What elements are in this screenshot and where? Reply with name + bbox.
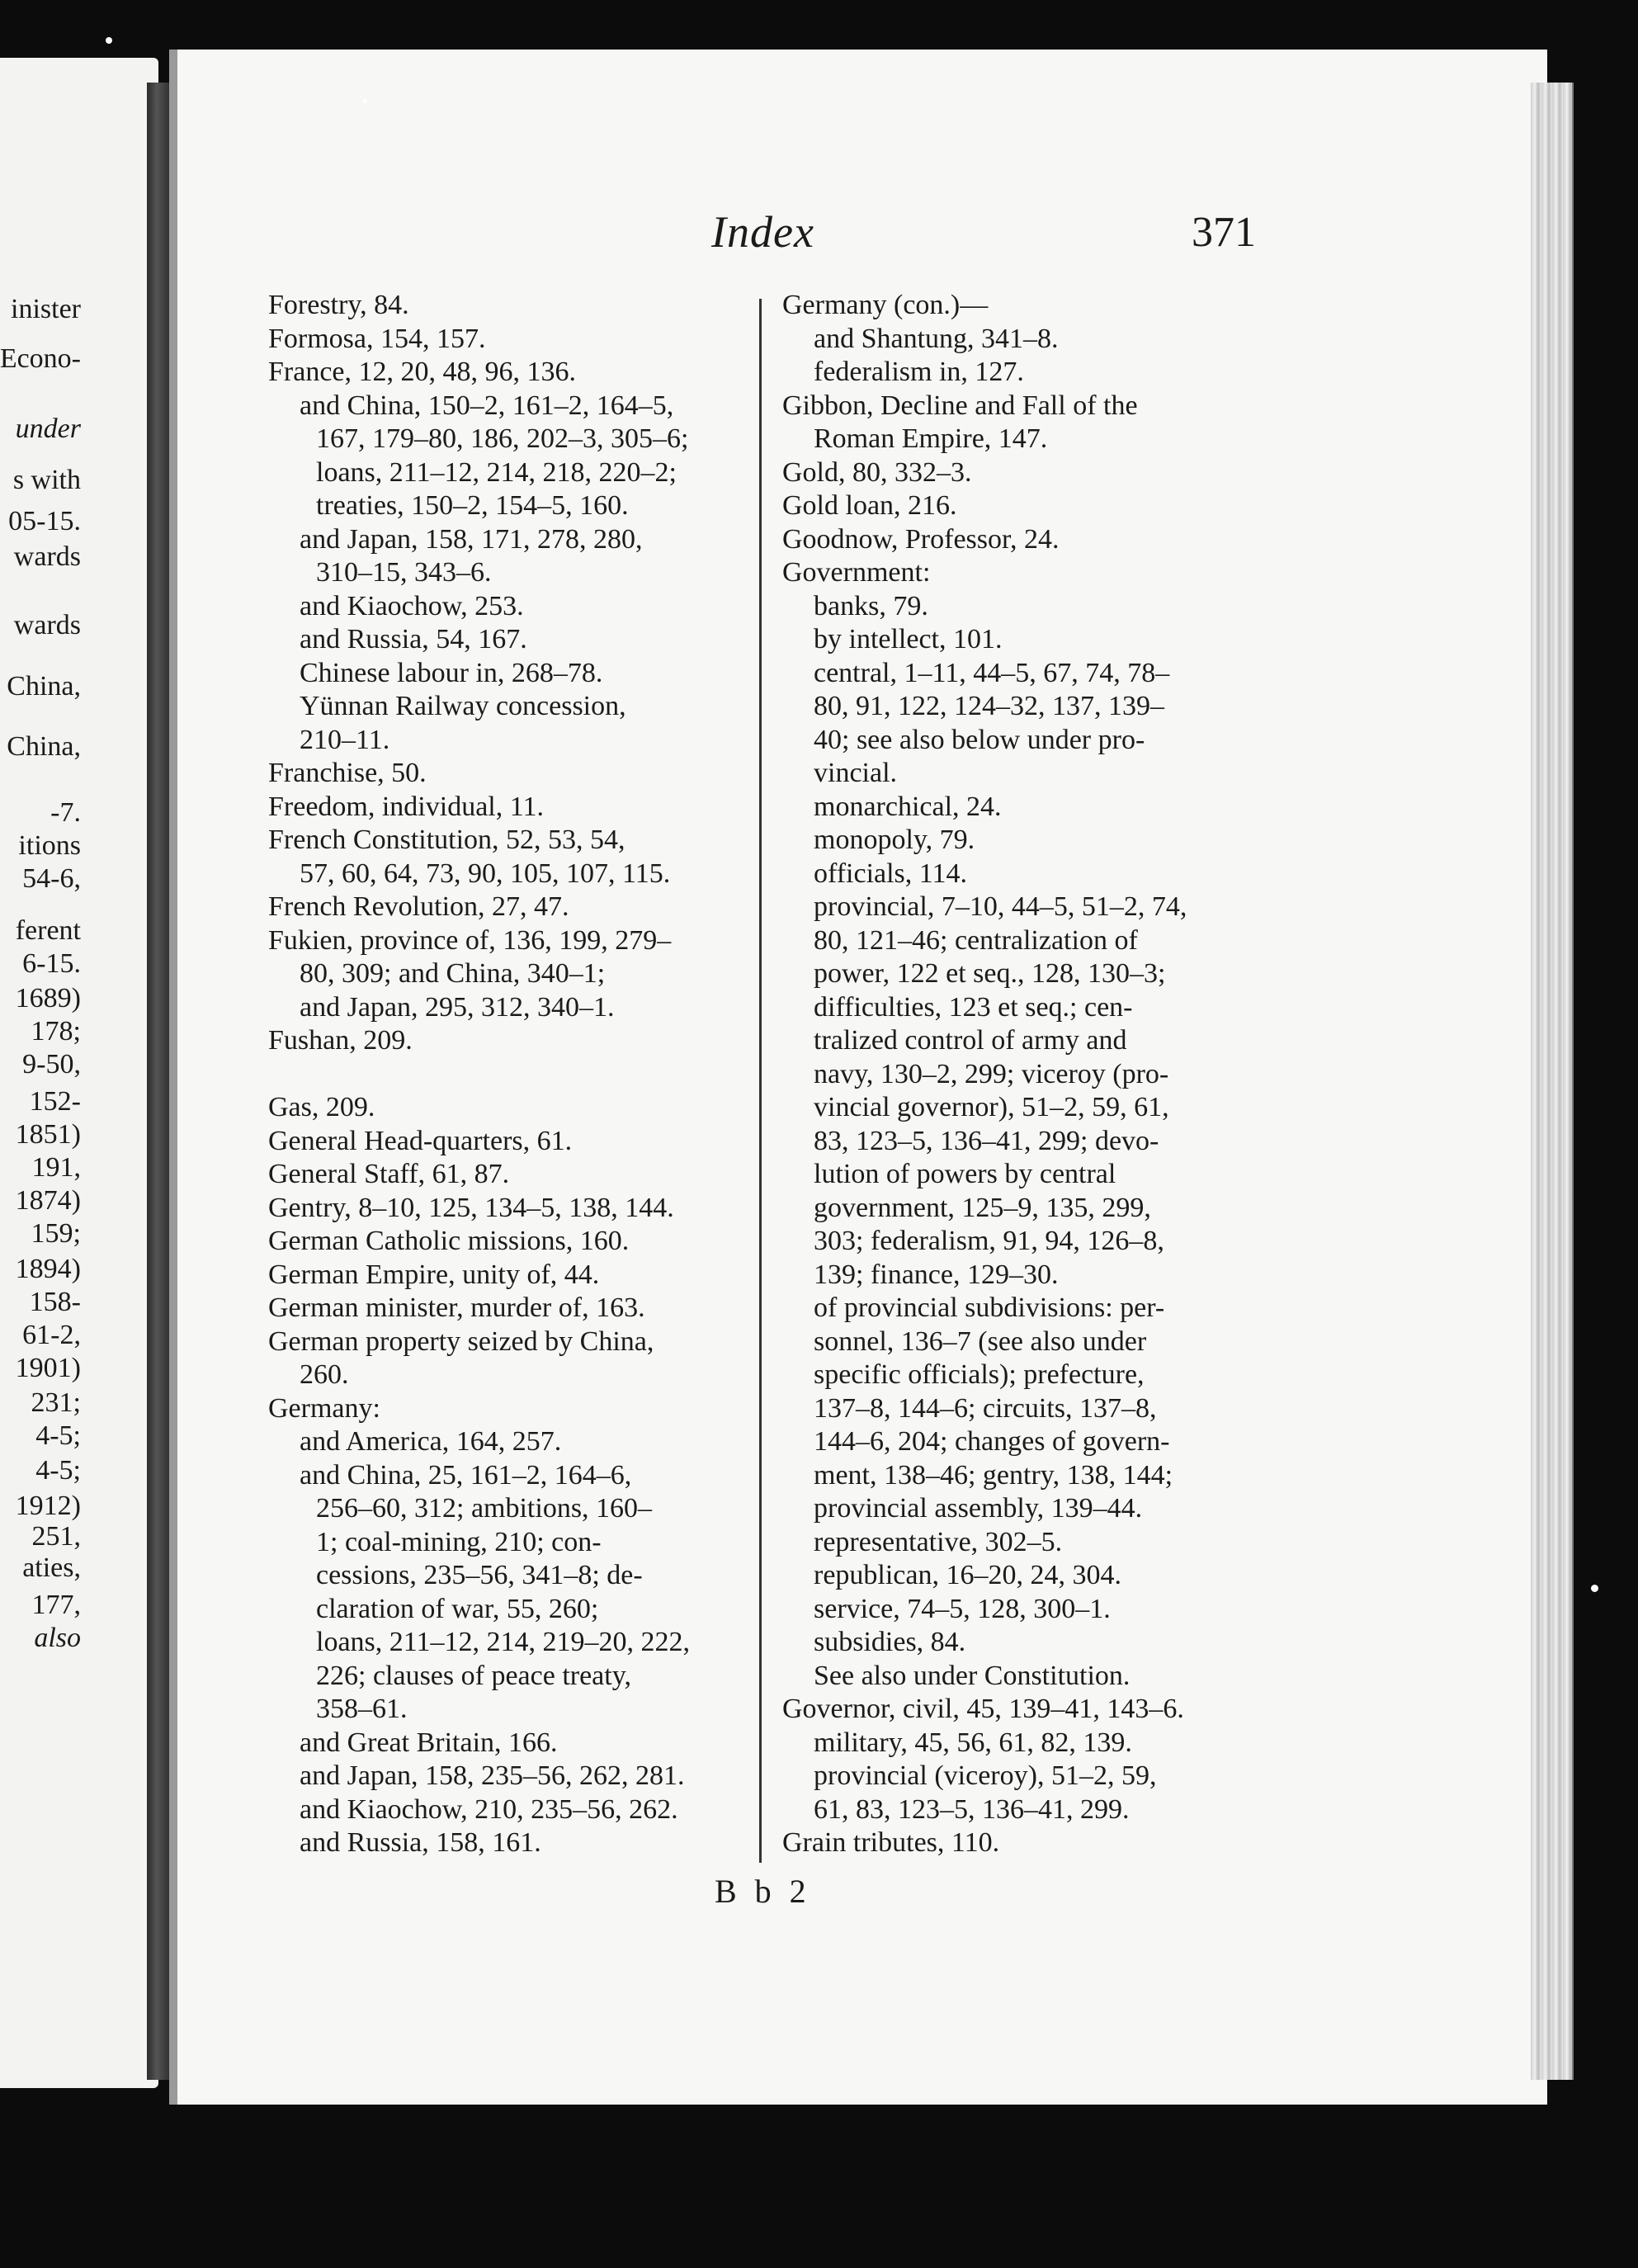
facing-page-text: 191,	[31, 1152, 81, 1183]
index-entry: Germany:	[268, 1392, 380, 1424]
index-entry: loans, 211–12, 214, 218, 220–2;	[316, 456, 677, 488]
index-entry: banks, 79.	[814, 590, 928, 621]
facing-page-text: 158-	[29, 1287, 81, 1317]
facing-page-text: 1689)	[15, 983, 81, 1014]
facing-page-text: 6-15.	[22, 948, 81, 979]
index-entry: and Shantung, 341–8.	[814, 323, 1059, 354]
index-entry: and China, 25, 161–2, 164–6,	[300, 1459, 632, 1491]
index-entry: 260.	[300, 1359, 349, 1390]
index-entry: federalism in, 127.	[814, 357, 1024, 387]
facing-page-text: also	[34, 1623, 81, 1653]
index-entry: and Japan, 295, 312, 340–1.	[300, 991, 615, 1023]
index-entry: France, 12, 20, 48, 96, 136.	[268, 357, 577, 387]
facing-page-text: aties,	[22, 1552, 81, 1583]
index-entry: sonnel, 136–7 (see also under	[814, 1325, 1147, 1357]
index-entry: Formosa, 154, 157.	[268, 323, 486, 354]
index-entry: 1; coal-mining, 210; con-	[316, 1526, 602, 1557]
index-entry: claration of war, 55, 260;	[316, 1593, 599, 1624]
index-entry: difficulties, 123 et seq.; cen-	[814, 991, 1133, 1023]
signature-mark: B b 2	[715, 1873, 811, 1910]
facing-page-text: wards	[13, 610, 81, 640]
index-entry: power, 122 et seq., 128, 130–3;	[814, 958, 1166, 989]
facing-page-text: 152-	[29, 1086, 81, 1117]
facing-page-text: 1912)	[15, 1491, 81, 1521]
column-rule	[759, 299, 762, 1863]
facing-page-text: itions	[18, 830, 81, 861]
index-entry: German minister, murder of, 163.	[268, 1292, 645, 1323]
index-entry: 210–11.	[300, 724, 390, 755]
index-entry: 358–61.	[316, 1694, 408, 1724]
running-header-title: Index	[711, 207, 814, 257]
index-entry: representative, 302–5.	[814, 1526, 1063, 1557]
facing-page-text: 1874)	[15, 1185, 81, 1216]
index-entry: 83, 123–5, 136–41, 299; devo-	[814, 1125, 1159, 1156]
index-entry: 303; federalism, 91, 94, 126–8,	[814, 1226, 1164, 1256]
index-entry: and Kiaochow, 253.	[300, 590, 524, 621]
index-entry: republican, 16–20, 24, 304.	[814, 1560, 1121, 1590]
index-entry: subsidies, 84.	[814, 1627, 966, 1657]
index-entry: Gold loan, 216.	[782, 490, 957, 521]
index-entry: loans, 211–12, 214, 219–20, 222,	[316, 1627, 691, 1657]
index-entry: provincial, 7–10, 44–5, 51–2, 74,	[814, 891, 1187, 922]
index-entry: 139; finance, 129–30.	[814, 1259, 1059, 1290]
index-entry: German Catholic missions, 160.	[268, 1226, 630, 1256]
index-entry: and Japan, 158, 171, 278, 280,	[300, 523, 643, 555]
index-entry: 40; see also below under pro-	[814, 724, 1145, 755]
facing-page-text: 178;	[31, 1016, 81, 1047]
facing-page-text: Econo-	[0, 343, 81, 374]
index-entry: tralized control of army and	[814, 1025, 1127, 1056]
index-entry: and Kiaochow, 210, 235–56, 262.	[300, 1793, 678, 1825]
index-entry: central, 1–11, 44–5, 67, 74, 78–	[814, 657, 1170, 688]
index-entry: 256–60, 312; ambitions, 160–	[316, 1493, 653, 1524]
facing-page-text: under	[15, 413, 81, 444]
facing-page-text: 05-15.	[8, 506, 81, 536]
facing-page-text: 61-2,	[22, 1320, 81, 1350]
index-entry: service, 74–5, 128, 300–1.	[814, 1593, 1111, 1624]
facing-page-text: s with	[12, 465, 81, 495]
dust-speck	[106, 37, 112, 44]
index-entry: and Russia, 158, 161.	[300, 1827, 541, 1858]
index-entry: Fushan, 209.	[268, 1025, 413, 1056]
dust-speck	[363, 99, 367, 103]
index-column-left	[268, 289, 747, 1860]
index-entry: provincial assembly, 139–44.	[814, 1493, 1143, 1524]
index-entry: 80, 121–46; centralization of	[814, 924, 1138, 956]
index-entry: Gold, 80, 332–3.	[782, 456, 972, 488]
index-entry: specific officials); prefecture,	[814, 1359, 1145, 1390]
facing-page-text: -7.	[50, 797, 81, 828]
facing-page-text: China,	[7, 671, 81, 702]
index-entry: Freedom, individual, 11.	[268, 791, 544, 822]
index-entry: Fukien, province of, 136, 199, 279–	[268, 924, 672, 956]
index-entry: Governor, civil, 45, 139–41, 143–6.	[782, 1694, 1184, 1724]
facing-page-text: 231;	[31, 1387, 81, 1418]
index-entry: and America, 164, 257.	[300, 1426, 562, 1457]
index-entry: French Revolution, 27, 47.	[268, 891, 569, 922]
index-entry: military, 45, 56, 61, 82, 139.	[814, 1727, 1132, 1758]
index-entry: 226; clauses of peace treaty,	[316, 1660, 632, 1691]
facing-page-text: China,	[7, 731, 81, 762]
index-entry: Gas, 209.	[268, 1092, 375, 1122]
index-entry: French Constitution, 52, 53, 54,	[268, 825, 625, 855]
index-entry: General Staff, 61, 87.	[268, 1159, 510, 1189]
facing-page-text: 4-5;	[35, 1455, 81, 1486]
index-entry: 137–8, 144–6; circuits, 137–8,	[814, 1392, 1157, 1424]
index-entry: 61, 83, 123–5, 136–41, 299.	[814, 1793, 1130, 1825]
facing-page-text: 54-6,	[22, 863, 81, 894]
index-entry: General Head-quarters, 61.	[268, 1125, 573, 1156]
page-number: 371	[1192, 209, 1256, 256]
index-entry: by intellect, 101.	[814, 624, 1003, 654]
index-entry: vincial governor), 51–2, 59, 61,	[814, 1092, 1169, 1122]
index-entry: Goodnow, Professor, 24.	[782, 523, 1060, 555]
index-entry: monopoly, 79.	[814, 825, 975, 855]
facing-page-text: 159;	[31, 1218, 81, 1249]
index-entry: and Russia, 54, 167.	[300, 624, 527, 654]
index-entry: cessions, 235–56, 341–8; de-	[316, 1560, 643, 1590]
book-gutter	[147, 83, 172, 2080]
index-entry: lution of powers by central	[814, 1159, 1116, 1189]
facing-page-text: 251,	[31, 1521, 81, 1552]
index-entry	[268, 1058, 747, 1092]
facing-page-text: 1901)	[15, 1353, 81, 1383]
index-entry: 57, 60, 64, 73, 90, 105, 107, 115.	[300, 858, 671, 889]
index-entry: government, 125–9, 135, 299,	[814, 1192, 1151, 1223]
index-entry: 310–15, 343–6.	[316, 557, 492, 588]
index-column-right	[782, 289, 1257, 1860]
index-entry: Yünnan Railway concession,	[300, 691, 626, 721]
index-entry: Government:	[782, 557, 931, 588]
index-entry: German Empire, unity of, 44.	[268, 1259, 600, 1290]
index-entry: Forestry, 84.	[268, 290, 409, 320]
index-entry: Chinese labour in, 268–78.	[300, 657, 603, 688]
index-entry: Roman Empire, 147.	[814, 423, 1048, 454]
facing-page-text: wards	[13, 541, 81, 572]
index-entry: of provincial subdivisions: per-	[814, 1292, 1165, 1323]
index-entry: monarchical, 24.	[814, 791, 1002, 822]
index-entry: navy, 130–2, 299; viceroy (pro-	[814, 1058, 1169, 1089]
index-entry: provincial (viceroy), 51–2, 59,	[814, 1760, 1157, 1791]
index-entry: Gentry, 8–10, 125, 134–5, 138, 144.	[268, 1192, 674, 1223]
index-entry: officials, 114.	[814, 858, 968, 889]
index-entry: and China, 150–2, 161–2, 164–5,	[300, 390, 674, 421]
facing-page-text: inister	[11, 294, 81, 324]
page-edges	[1531, 83, 1574, 2080]
index-entry: Gibbon, Decline and Fall of the	[782, 390, 1138, 421]
index-entry: 80, 309; and China, 340–1;	[300, 958, 606, 989]
facing-page-text: 177,	[31, 1590, 81, 1620]
index-entry: 80, 91, 122, 124–32, 137, 139–	[814, 691, 1164, 721]
facing-page-text: 1851)	[15, 1119, 81, 1150]
facing-page-fragment	[0, 58, 158, 2088]
facing-page-text: 4-5;	[35, 1420, 81, 1451]
index-entry: See also under Constitution.	[814, 1660, 1131, 1691]
facing-page-text: 9-50,	[22, 1049, 81, 1080]
index-entry: and Japan, 158, 235–56, 262, 281.	[300, 1760, 685, 1791]
index-entry: 144–6, 204; changes of govern-	[814, 1426, 1170, 1457]
facing-page-text: 1894)	[15, 1254, 81, 1284]
index-entry: and Great Britain, 166.	[300, 1727, 558, 1758]
index-entry: Germany (con.)—	[782, 290, 989, 320]
index-entry: treaties, 150–2, 154–5, 160.	[316, 490, 629, 521]
index-entry: ment, 138–46; gentry, 138, 144;	[814, 1459, 1173, 1491]
index-entry: Grain tributes, 110.	[782, 1827, 1000, 1858]
index-entry: 167, 179–80, 186, 202–3, 305–6;	[316, 423, 689, 454]
facing-page-text: ferent	[15, 915, 81, 946]
dust-speck	[1591, 1585, 1598, 1592]
index-entry: Franchise, 50.	[268, 758, 427, 788]
index-entry: vincial.	[814, 758, 898, 788]
index-entry: German property seized by China,	[268, 1325, 654, 1357]
